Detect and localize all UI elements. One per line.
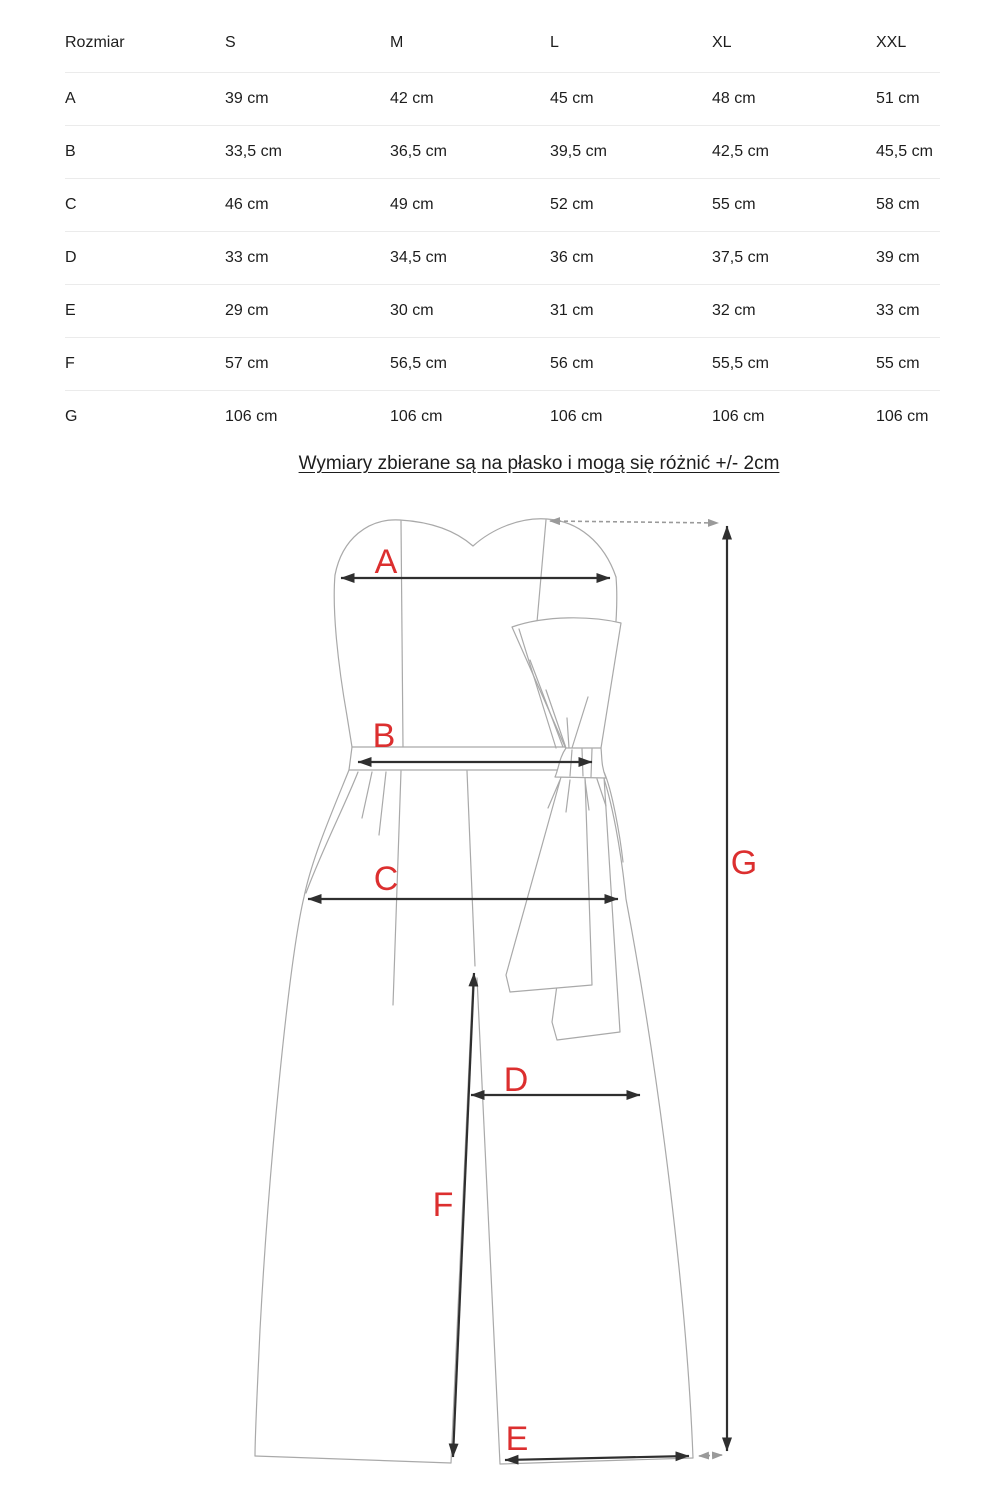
header-cell-l: L xyxy=(550,34,559,51)
measure-cell: 39,5 cm xyxy=(550,143,607,160)
measure-cell: 106 cm xyxy=(550,408,603,425)
header-cell-xxl: XXL xyxy=(876,34,907,51)
dim-label-a: A xyxy=(374,543,398,581)
dashed-connector-bottom xyxy=(699,1455,722,1456)
measure-cell: 45 cm xyxy=(550,90,594,107)
dim-label-c: C xyxy=(373,860,399,898)
table-row xyxy=(65,73,940,126)
measure-cell: 46 cm xyxy=(225,196,269,213)
row-label: E xyxy=(65,302,76,319)
header-cell-rozmiar: Rozmiar xyxy=(65,34,125,51)
measure-cell: 34,5 cm xyxy=(390,249,447,266)
row-label: D xyxy=(65,249,77,266)
row-label: A xyxy=(65,90,76,107)
measure-cell: 33 cm xyxy=(876,302,920,319)
measure-cell: 36 cm xyxy=(550,249,594,266)
measure-cell: 32 cm xyxy=(712,302,756,319)
dim-label-b: B xyxy=(372,717,396,755)
measure-cell: 56,5 cm xyxy=(390,355,447,372)
measure-cell: 106 cm xyxy=(876,408,929,425)
measure-cell: 42 cm xyxy=(390,90,434,107)
measure-cell: 51 cm xyxy=(876,90,920,107)
measure-cell: 37,5 cm xyxy=(712,249,769,266)
header-cell-s: S xyxy=(225,34,236,51)
measure-cell: 56 cm xyxy=(550,355,594,372)
table-header-row xyxy=(65,0,940,73)
dim-label-f: F xyxy=(432,1186,454,1224)
measure-cell: 39 cm xyxy=(225,90,269,107)
header-cell-m: M xyxy=(390,34,404,51)
table-row xyxy=(65,232,940,285)
measure-cell: 55,5 cm xyxy=(712,355,769,372)
measure-cell: 55 cm xyxy=(876,355,920,372)
measure-cell: 36,5 cm xyxy=(390,143,447,160)
measure-cell: 42,5 cm xyxy=(712,143,769,160)
measure-cell: 31 cm xyxy=(550,302,594,319)
row-label: C xyxy=(65,196,77,213)
measure-cell: 39 cm xyxy=(876,249,920,266)
table-row xyxy=(65,338,940,391)
measure-cell: 45,5 cm xyxy=(876,143,933,160)
header-cell-xl: XL xyxy=(712,34,732,51)
measure-cell: 57 cm xyxy=(225,355,269,372)
arrow-f xyxy=(453,973,474,1457)
measure-cell: 106 cm xyxy=(225,408,278,425)
table-row xyxy=(65,285,940,338)
row-label: F xyxy=(65,355,75,372)
measure-cell: 106 cm xyxy=(712,408,765,425)
dashed-connector-top xyxy=(550,521,718,523)
table-row xyxy=(65,391,940,443)
garment-measurement-diagram xyxy=(150,480,800,1500)
dim-label-e: E xyxy=(505,1420,529,1458)
table-row xyxy=(65,126,940,179)
row-label: G xyxy=(65,408,78,425)
row-label: B xyxy=(65,143,76,160)
measure-cell: 49 cm xyxy=(390,196,434,213)
measure-cell: 48 cm xyxy=(712,90,756,107)
measure-cell: 33,5 cm xyxy=(225,143,282,160)
table-row xyxy=(65,179,940,232)
measure-cell: 33 cm xyxy=(225,249,269,266)
measure-cell: 58 cm xyxy=(876,196,920,213)
measure-cell: 52 cm xyxy=(550,196,594,213)
dim-label-d: D xyxy=(503,1061,529,1099)
dim-label-g: G xyxy=(730,844,758,882)
measure-cell: 55 cm xyxy=(712,196,756,213)
measurement-note: Wymiary zbierane są na płasko i mogą się różnić +/- 2cm xyxy=(298,453,780,474)
measure-cell: 30 cm xyxy=(390,302,434,319)
size-table xyxy=(65,0,940,443)
measure-cell: 106 cm xyxy=(390,408,443,425)
measure-cell: 29 cm xyxy=(225,302,269,319)
